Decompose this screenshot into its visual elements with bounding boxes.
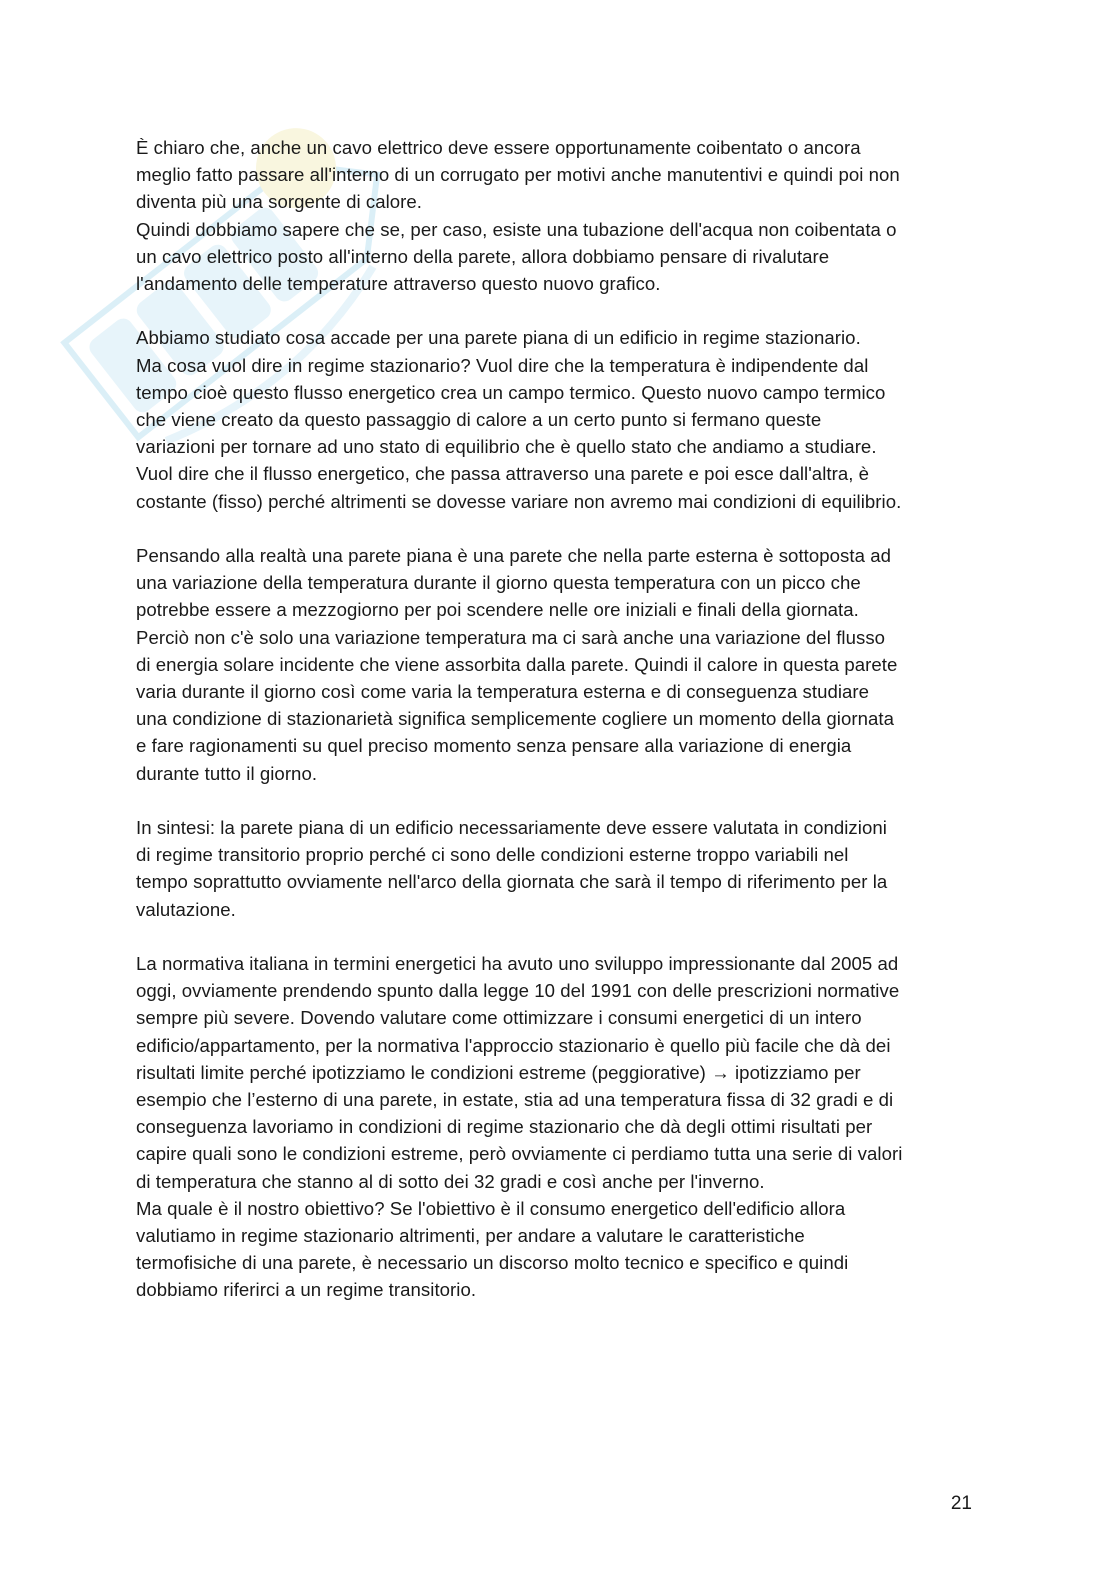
- paragraph-pipe-or-cable-in-wall: Quindi dobbiamo sapere che se, per caso, esiste una tubazione dell'acqua non coibentata o un cavo elettrico posto all'interno della parete, allora dobbiamo pensare di rivalutare l'andamento delle temperature attraverso questo nuovo grafico.: [136, 218, 897, 295]
- paragraph-steady-state: Abbiamo studiato cosa accade per una parete piana di un edificio in regime stazionario. Ma cosa vuol dire in regime stazionario? Vuol dire che la temperatura è indipendente dal tempo cioè questo flusso energetico crea un campo termico. Questo nuovo campo termico che viene creato da questo passaggio di calore a un certo punto si fermano queste variazioni per tornare ad uno stato di equilibrio che è quello stato che andiamo a studiare. Vuol dire che il flusso energetico, che passa attraverso una parete e poi esce dall'altra, è costante (fisso) perché altrimenti se dovesse variare non avremo mai condizioni di equilibrio.: [136, 327, 902, 512]
- paragraph-cable-insulation: È chiaro che, anche un cavo elettrico deve essere opportunamente coibentato o ancora meglio fatto passare all'interno di un corrugato per motivi anche manutentivi e quindi poi non diventa più una sorgente di calore.: [136, 137, 900, 213]
- page-number: 21: [950, 1493, 972, 1514]
- paragraph-summary: In sintesi: la parete piana di un edificio necessariamente deve essere valutata in condizioni di regime transitorio proprio perché ci sono delle condizioni esterne troppo variabili nel tempo soprattutto ovviamente nell'arco della giornata che sarà il tempo di riferimento per la valutazione.: [136, 817, 888, 920]
- paragraph-objective: Ma quale è il nostro obiettivo? Se l'obiettivo è il consumo energetico dell'edificio allora valutiamo in regime stazionario altrimenti, per andare a valutare le caratteristiche termofisiche di una parete, è necessario un discorso molto tecnico e specifico e quindi dobbiamo riferirci a un regime transitorio.: [136, 1197, 849, 1301]
- paragraph-italian-regulation: La normativa italiana in termini energetici ha avuto uno sviluppo impressionante dal 2005 ad oggi, ovviamente prendendo spunto dalla legge 10 del 1991 con delle prescrizioni normative sempre più severe. Dovendo valutare come ottimizzare i consumi energetici di un intero edificio/appartamento, per la normativa l'approccio stazionario è quello più facile che dà dei risultati limite perché ipotizziamo le condizioni estreme (peggiorative) → ipotizziamo per esempio che l’esterno di una parete, in estate, stia ad una temperatura fissa di 32 gradi e di conseguenza lavoriamo in condizioni di regime stazionario che dà degli ottimi risultati per capire quali sono le condizioni estreme, però ovviamente ci perdiamo tutta una serie di valori di temperatura che stanno al di sotto dei 32 gradi e così anche per l'inverno.: [136, 953, 903, 1192]
- paragraph-real-wall-conditions: Pensando alla realtà una parete piana è una parete che nella parte esterna è sottoposta ad una variazione della temperatura durante il giorno questa temperatura con un picco che potrebbe essere a mezzogiorno per poi scendere nelle ore iniziali e finali della giornata. Perciò non c'è solo una variazione temperatura ma ci sarà anche una variazione del flusso di energia solare incidente che viene assorbita dalla parete. Quindi il calore in questa parete varia durante il giorno così come varia la temperatura esterna e di conseguenza studiare una condizione di stazionarietà significa semplicemente cogliere un momento della giornata e fare ragionamenti su quel preciso momento senza pensare alla variazione di energia durante tutto il giorno.: [136, 545, 898, 784]
- body-text: [136, 134, 986, 1331]
